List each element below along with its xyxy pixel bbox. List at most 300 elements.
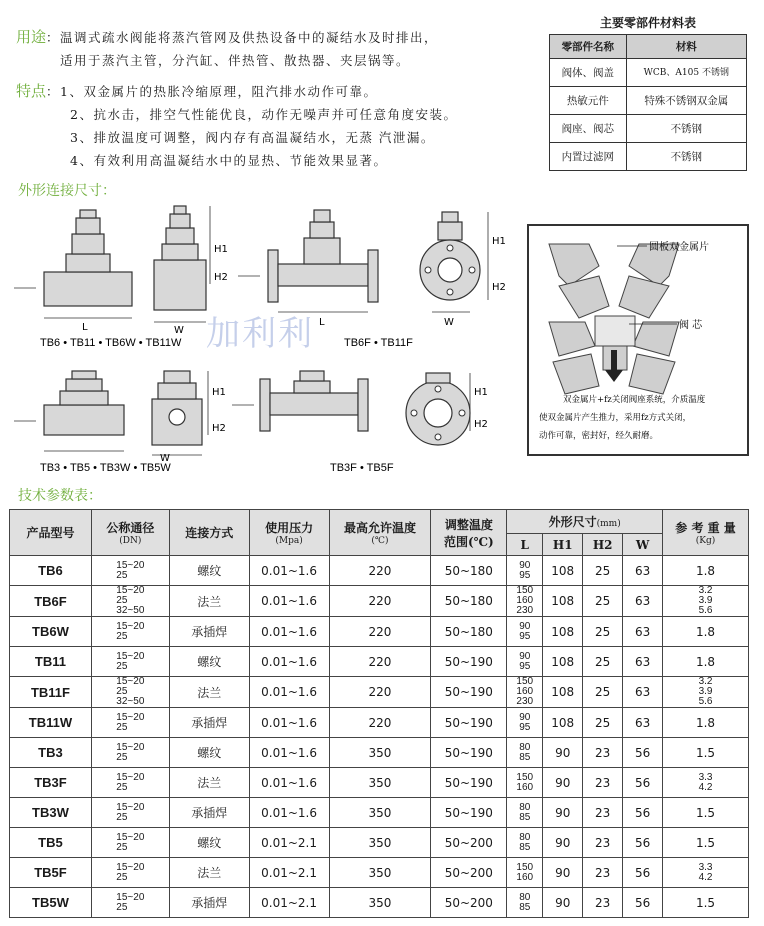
cell-L bbox=[507, 888, 543, 918]
cell-model: TB6 bbox=[10, 556, 92, 586]
cell-L bbox=[507, 798, 543, 828]
cell-adjust: 50~190 bbox=[431, 677, 507, 708]
cell-weight: 1.5 bbox=[663, 888, 749, 918]
dim-H2: H2 bbox=[492, 282, 506, 293]
cell-dn-line: 15~20 bbox=[116, 559, 145, 571]
cell-H2: 25 bbox=[583, 586, 623, 617]
cell-L-stack bbox=[519, 652, 530, 672]
table-row bbox=[10, 586, 749, 617]
cell-H1: 90 bbox=[543, 798, 583, 828]
table-row bbox=[10, 828, 749, 858]
table-row bbox=[10, 798, 749, 828]
cell-conn: 螺纹 bbox=[169, 828, 249, 858]
cell-adjust: 50~180 bbox=[431, 617, 507, 647]
usage-line-1: ：温调式疏水阀能将蒸汽管网及供热设备中的凝结水及时排出， bbox=[46, 30, 439, 45]
table-row bbox=[10, 677, 749, 708]
usage-label: 用途 bbox=[16, 28, 47, 46]
features-section bbox=[16, 80, 457, 173]
cell-weight-line: 4.2 bbox=[698, 871, 713, 883]
materials-part: 热敏元件 bbox=[550, 87, 627, 115]
cell-L bbox=[507, 647, 543, 677]
usage-section bbox=[16, 26, 438, 73]
header-weight-unit: (Kg) bbox=[695, 536, 716, 546]
cell-weight: 1.8 bbox=[663, 556, 749, 586]
cell-weight-line: 5.6 bbox=[698, 605, 713, 616]
header-adjust-label: 调整温度 bbox=[444, 517, 493, 532]
materials-value: WCB、A105 不锈钢 bbox=[626, 59, 746, 87]
cell-W: 56 bbox=[623, 768, 663, 798]
header-pressure-label: 使用压力 bbox=[265, 521, 314, 535]
cell-dn-stack bbox=[116, 773, 144, 793]
cell-temp: 350 bbox=[329, 858, 431, 888]
table-row bbox=[10, 768, 749, 798]
cell-pressure: 0.01~2.1 bbox=[249, 858, 329, 888]
cell-L-stack bbox=[519, 833, 530, 853]
cell-L bbox=[507, 768, 543, 798]
cell-W: 63 bbox=[623, 708, 663, 738]
cell-weight: 1.8 bbox=[663, 617, 749, 647]
cell-L-line: 95 bbox=[519, 569, 531, 581]
header-pressure bbox=[249, 510, 329, 556]
detail-caption-line-3: 动作可靠，密封好，经久耐磨。 bbox=[539, 431, 659, 441]
cell-dn-line: 15~20 bbox=[116, 711, 145, 723]
detail-caption-line-1: 双金属片+fz关闭阀座系统，介质温度 bbox=[563, 395, 706, 405]
cell-temp: 220 bbox=[329, 586, 431, 617]
cell-L-stack bbox=[519, 893, 530, 913]
header-weight bbox=[663, 510, 749, 556]
header-dn-label: 公称通径 bbox=[106, 521, 155, 535]
cell-dn-stack bbox=[116, 713, 144, 733]
cell-L-line: 90 bbox=[519, 620, 531, 632]
cell-W: 63 bbox=[623, 556, 663, 586]
dim-H1: H1 bbox=[212, 387, 226, 398]
cell-L bbox=[507, 858, 543, 888]
cell-dn-line: 25 bbox=[116, 781, 128, 793]
cell-conn: 法兰 bbox=[169, 858, 249, 888]
cell-L-stack bbox=[519, 743, 530, 763]
cell-weight-line: 3.2 bbox=[698, 676, 713, 687]
cell-H1: 108 bbox=[543, 556, 583, 586]
cell-dn-line: 25 bbox=[116, 569, 128, 581]
cell-dn bbox=[91, 768, 169, 798]
header-dn bbox=[91, 510, 169, 556]
materials-part: 阀座、阀芯 bbox=[550, 115, 627, 143]
header-dn-unit: (DN) bbox=[119, 536, 142, 546]
bimetal-detail-illustration bbox=[529, 226, 747, 454]
cell-dn-stack bbox=[116, 652, 144, 672]
cell-H2: 23 bbox=[583, 768, 623, 798]
cell-model: TB3F bbox=[10, 768, 92, 798]
header-W: W bbox=[623, 534, 663, 556]
cell-weight bbox=[663, 677, 749, 708]
cell-L-line: 160 bbox=[516, 686, 534, 697]
feature-line-3: 3、排放温度可调整，阀内存有高温凝结水，无蒸 汽泄漏。 bbox=[70, 130, 435, 145]
materials-value: 不锈钢 bbox=[626, 115, 746, 143]
cell-dn-line: 15~20 bbox=[116, 831, 145, 843]
cell-H2: 25 bbox=[583, 708, 623, 738]
cell-L bbox=[507, 828, 543, 858]
cell-L-line: 90 bbox=[519, 711, 531, 723]
dim-W: W bbox=[174, 325, 184, 336]
cell-dn bbox=[91, 647, 169, 677]
cell-dn-line: 32~50 bbox=[116, 696, 145, 707]
cell-model: TB6F bbox=[10, 586, 92, 617]
cell-dn-stack bbox=[116, 833, 144, 853]
materials-value: 不锈钢 bbox=[626, 143, 746, 171]
detail-box bbox=[527, 224, 749, 456]
cell-conn: 承插焊 bbox=[169, 617, 249, 647]
cell-dn-stack bbox=[116, 586, 144, 616]
features-label: 特点 bbox=[16, 82, 47, 100]
header-model: 产品型号 bbox=[10, 510, 92, 556]
cell-temp: 350 bbox=[329, 768, 431, 798]
dim-L: L bbox=[82, 322, 88, 333]
cell-weight bbox=[663, 768, 749, 798]
cell-H1: 90 bbox=[543, 828, 583, 858]
cell-W: 63 bbox=[623, 617, 663, 647]
cell-pressure: 0.01~1.6 bbox=[249, 677, 329, 708]
cell-L bbox=[507, 617, 543, 647]
cell-H1: 108 bbox=[543, 647, 583, 677]
cell-H2: 23 bbox=[583, 828, 623, 858]
cell-adjust: 50~190 bbox=[431, 708, 507, 738]
cell-L bbox=[507, 586, 543, 617]
cell-H1: 90 bbox=[543, 888, 583, 918]
cell-dn bbox=[91, 888, 169, 918]
cell-L-stack bbox=[519, 561, 530, 581]
dim-H2: H2 bbox=[212, 423, 226, 434]
cell-H1: 108 bbox=[543, 586, 583, 617]
cell-model: TB3 bbox=[10, 738, 92, 768]
cell-adjust: 50~190 bbox=[431, 768, 507, 798]
cell-dn-line: 15~20 bbox=[116, 801, 145, 813]
cell-pressure: 0.01~1.6 bbox=[249, 798, 329, 828]
cell-dn-line: 25 bbox=[116, 686, 128, 697]
cell-L-line: 160 bbox=[516, 595, 534, 606]
cell-W: 56 bbox=[623, 858, 663, 888]
cell-L bbox=[507, 556, 543, 586]
cell-weight: 1.8 bbox=[663, 708, 749, 738]
cell-L-line: 150 bbox=[516, 676, 534, 687]
header-size-unit: (mm) bbox=[596, 519, 621, 529]
cell-conn: 承插焊 bbox=[169, 888, 249, 918]
cell-weight bbox=[663, 586, 749, 617]
cell-dn-stack bbox=[116, 863, 144, 883]
cell-H1: 108 bbox=[543, 617, 583, 647]
cell-model: TB5W bbox=[10, 888, 92, 918]
cell-pressure: 0.01~2.1 bbox=[249, 888, 329, 918]
cell-L-line: 85 bbox=[519, 751, 531, 763]
cell-L-line: 90 bbox=[519, 650, 531, 662]
cell-L-stack bbox=[516, 863, 533, 883]
cell-dn-line: 15~20 bbox=[116, 891, 145, 903]
table-row bbox=[10, 708, 749, 738]
cell-weight-stack bbox=[699, 863, 713, 883]
cell-dn bbox=[91, 586, 169, 617]
cell-L-line: 95 bbox=[519, 660, 531, 672]
table-row bbox=[10, 647, 749, 677]
cell-temp: 220 bbox=[329, 556, 431, 586]
cell-H1: 108 bbox=[543, 677, 583, 708]
cell-weight-stack bbox=[699, 586, 713, 616]
header-temp bbox=[329, 510, 431, 556]
header-H2: H2 bbox=[583, 534, 623, 556]
cell-L-stack bbox=[516, 773, 533, 793]
cell-L-line: 85 bbox=[519, 841, 531, 853]
materials-header-part: 零部件名称 bbox=[550, 35, 627, 59]
cell-conn: 法兰 bbox=[169, 768, 249, 798]
cell-weight-line: 3.2 bbox=[698, 585, 713, 596]
cell-dn-line: 15~20 bbox=[116, 741, 145, 753]
cell-conn: 法兰 bbox=[169, 677, 249, 708]
cell-dn bbox=[91, 828, 169, 858]
cell-temp: 350 bbox=[329, 828, 431, 858]
cell-W: 63 bbox=[623, 586, 663, 617]
cell-dn bbox=[91, 556, 169, 586]
header-size-label: 外形尺寸 bbox=[548, 515, 597, 529]
cell-W: 56 bbox=[623, 888, 663, 918]
cell-adjust: 50~180 bbox=[431, 556, 507, 586]
cell-dn-line: 25 bbox=[116, 871, 128, 883]
cell-H2: 25 bbox=[583, 556, 623, 586]
cell-weight-line: 3.3 bbox=[698, 861, 713, 873]
header-conn: 连接方式 bbox=[169, 510, 249, 556]
cell-adjust: 50~200 bbox=[431, 858, 507, 888]
cell-dn-stack bbox=[116, 743, 144, 763]
header-weight-label: 参 考 重 量 bbox=[675, 521, 736, 535]
cell-H2: 25 bbox=[583, 677, 623, 708]
cell-H2: 23 bbox=[583, 888, 623, 918]
cell-conn: 法兰 bbox=[169, 586, 249, 617]
cell-L bbox=[507, 677, 543, 708]
table-row bbox=[10, 858, 749, 888]
table-row bbox=[10, 617, 749, 647]
header-adjust bbox=[431, 510, 507, 556]
valve-core-label: 阀 芯 bbox=[679, 320, 703, 331]
cell-W: 63 bbox=[623, 647, 663, 677]
cell-weight: 1.5 bbox=[663, 738, 749, 768]
cell-weight-stack bbox=[699, 773, 713, 793]
header-H1: H1 bbox=[543, 534, 583, 556]
cell-W: 56 bbox=[623, 828, 663, 858]
cell-W: 56 bbox=[623, 738, 663, 768]
cell-L-line: 95 bbox=[519, 630, 531, 642]
materials-header-material: 材料 bbox=[626, 35, 746, 59]
cell-H2: 23 bbox=[583, 798, 623, 828]
header-temp-unit: (℃) bbox=[371, 536, 389, 546]
cell-L-line: 80 bbox=[519, 741, 531, 753]
header-adjust-sub: 范围(℃) bbox=[443, 534, 494, 549]
cell-conn: 承插焊 bbox=[169, 798, 249, 828]
cell-pressure: 0.01~1.6 bbox=[249, 768, 329, 798]
cell-temp: 220 bbox=[329, 708, 431, 738]
cell-dn-line: 15~20 bbox=[116, 620, 145, 632]
cell-temp: 220 bbox=[329, 647, 431, 677]
cell-L-stack bbox=[516, 677, 533, 707]
cell-H1: 90 bbox=[543, 858, 583, 888]
cell-model: TB11 bbox=[10, 647, 92, 677]
cell-dn-line: 25 bbox=[116, 901, 128, 913]
header-L: L bbox=[507, 534, 543, 556]
cell-pressure: 0.01~1.6 bbox=[249, 647, 329, 677]
cell-weight-stack bbox=[699, 677, 713, 707]
cell-dn-line: 15~20 bbox=[116, 585, 145, 596]
cell-adjust: 50~200 bbox=[431, 888, 507, 918]
header-pressure-unit: (Mpa) bbox=[275, 536, 303, 546]
cell-pressure: 0.01~2.1 bbox=[249, 828, 329, 858]
dims-title: 外形连接尺寸： bbox=[18, 183, 116, 199]
dim-W: W bbox=[160, 453, 170, 464]
table-row bbox=[10, 556, 749, 586]
dim-H1: H1 bbox=[474, 387, 488, 398]
watermark: 加利利 bbox=[206, 314, 314, 354]
cell-dn-line: 25 bbox=[116, 841, 128, 853]
feature-line-4: 4、有效利用高温凝结水中的显热、节能效果显著。 bbox=[70, 153, 388, 168]
cell-model: TB5F bbox=[10, 858, 92, 888]
cell-L-line: 95 bbox=[519, 721, 531, 733]
cell-H2: 23 bbox=[583, 858, 623, 888]
cell-H1: 108 bbox=[543, 708, 583, 738]
cell-dn-line: 15~20 bbox=[116, 861, 145, 873]
cell-conn: 承插焊 bbox=[169, 708, 249, 738]
cell-dn-line: 25 bbox=[116, 811, 128, 823]
materials-title: 主要零部件材料表 bbox=[599, 16, 696, 30]
cell-L-line: 85 bbox=[519, 901, 531, 913]
table-row bbox=[10, 888, 749, 918]
cell-dn-stack bbox=[116, 677, 144, 707]
cell-L-stack bbox=[519, 713, 530, 733]
cell-dn bbox=[91, 708, 169, 738]
tech-params-table bbox=[9, 509, 749, 918]
cell-dn bbox=[91, 617, 169, 647]
cell-L-line: 90 bbox=[519, 559, 531, 571]
cell-conn: 螺纹 bbox=[169, 556, 249, 586]
cell-L bbox=[507, 708, 543, 738]
header-temp-label: 最高允许温度 bbox=[343, 521, 416, 535]
cell-weight: 1.5 bbox=[663, 828, 749, 858]
cell-L-line: 150 bbox=[516, 861, 534, 873]
cell-adjust: 50~200 bbox=[431, 828, 507, 858]
cell-dn-stack bbox=[116, 561, 144, 581]
cell-L-line: 230 bbox=[516, 696, 534, 707]
cell-W: 56 bbox=[623, 798, 663, 828]
cell-L bbox=[507, 738, 543, 768]
bimetal-disc-label: 圆板双金属片 bbox=[649, 242, 709, 253]
cell-temp: 220 bbox=[329, 677, 431, 708]
cell-L-line: 80 bbox=[519, 831, 531, 843]
cell-dn-line: 15~20 bbox=[116, 650, 145, 662]
cell-adjust: 50~190 bbox=[431, 798, 507, 828]
cell-weight-line: 3.9 bbox=[698, 686, 713, 697]
cell-temp: 350 bbox=[329, 888, 431, 918]
drawings-row-2 bbox=[14, 355, 524, 473]
cell-dn-line: 15~20 bbox=[116, 676, 145, 687]
dim-H1: H1 bbox=[492, 236, 506, 247]
cell-dn bbox=[91, 738, 169, 768]
cell-L-line: 160 bbox=[516, 781, 534, 793]
cell-L-line: 85 bbox=[519, 811, 531, 823]
cell-dn-line: 25 bbox=[116, 595, 128, 606]
table-row bbox=[10, 738, 749, 768]
cell-dn-stack bbox=[116, 803, 144, 823]
cell-model: TB3W bbox=[10, 798, 92, 828]
dim-H2: H2 bbox=[474, 419, 488, 430]
cell-adjust: 50~180 bbox=[431, 586, 507, 617]
cell-pressure: 0.01~1.6 bbox=[249, 556, 329, 586]
cell-L-line: 80 bbox=[519, 801, 531, 813]
tech-title: 技术参数表： bbox=[18, 488, 102, 504]
cell-weight: 1.8 bbox=[663, 647, 749, 677]
cell-H2: 25 bbox=[583, 617, 623, 647]
materials-value: 特殊不锈钢双金属 bbox=[626, 87, 746, 115]
cell-weight-line: 5.6 bbox=[698, 696, 713, 707]
cell-dn bbox=[91, 798, 169, 828]
cell-L-line: 230 bbox=[516, 605, 534, 616]
cell-temp: 220 bbox=[329, 617, 431, 647]
cell-dn-line: 15~20 bbox=[116, 771, 145, 783]
usage-line-2: 适用于蒸汽主管，分汽缸、伴热管、散热器、夹层锅等。 bbox=[60, 53, 411, 68]
cell-W: 63 bbox=[623, 677, 663, 708]
cell-dn-line: 25 bbox=[116, 660, 128, 672]
cell-conn: 螺纹 bbox=[169, 738, 249, 768]
cell-weight: 1.5 bbox=[663, 798, 749, 828]
cell-L-stack bbox=[516, 586, 533, 616]
cell-weight-line: 4.2 bbox=[698, 781, 713, 793]
cell-dn-line: 25 bbox=[116, 751, 128, 763]
cell-dn bbox=[91, 858, 169, 888]
cell-L-line: 150 bbox=[516, 585, 534, 596]
cell-weight bbox=[663, 858, 749, 888]
dim-H2: H2 bbox=[214, 272, 228, 283]
dim-W: W bbox=[444, 317, 454, 328]
dim-L: L bbox=[319, 317, 325, 328]
cell-model: TB6W bbox=[10, 617, 92, 647]
materials-part: 内置过滤网 bbox=[550, 143, 627, 171]
drawing-caption-4: TB3F • TB5F bbox=[330, 462, 394, 473]
cell-dn-line: 32~50 bbox=[116, 605, 145, 616]
cell-adjust: 50~190 bbox=[431, 738, 507, 768]
cell-L-stack bbox=[519, 803, 530, 823]
cell-adjust: 50~190 bbox=[431, 647, 507, 677]
cell-H1: 90 bbox=[543, 768, 583, 798]
cell-weight-line: 3.3 bbox=[698, 771, 713, 783]
cell-weight-line: 3.9 bbox=[698, 595, 713, 606]
cell-pressure: 0.01~1.6 bbox=[249, 738, 329, 768]
cell-L-stack bbox=[519, 622, 530, 642]
materials-table bbox=[549, 34, 747, 171]
cell-H2: 23 bbox=[583, 738, 623, 768]
cell-L-line: 80 bbox=[519, 891, 531, 903]
header-size bbox=[507, 510, 663, 534]
cell-temp: 350 bbox=[329, 798, 431, 828]
materials-part: 阀体、阀盖 bbox=[550, 59, 627, 87]
cell-dn bbox=[91, 677, 169, 708]
cell-dn-stack bbox=[116, 893, 144, 913]
detail-caption-line-2: 使双金属片产生推力，采用fz方式关闭， bbox=[539, 413, 692, 423]
cell-model: TB11W bbox=[10, 708, 92, 738]
cell-L-line: 160 bbox=[516, 871, 534, 883]
cell-dn-line: 25 bbox=[116, 630, 128, 642]
cell-pressure: 0.01~1.6 bbox=[249, 617, 329, 647]
cell-dn-line: 25 bbox=[116, 721, 128, 733]
cell-pressure: 0.01~1.6 bbox=[249, 586, 329, 617]
drawing-caption-3: TB3 • TB5 • TB3W • TB5W bbox=[40, 462, 171, 473]
dim-H1: H1 bbox=[214, 244, 228, 255]
feature-line-1: ：1、双金属片的热胀冷缩原理，阻汽排水动作可靠。 bbox=[46, 84, 378, 99]
cell-dn-stack bbox=[116, 622, 144, 642]
cell-model: TB5 bbox=[10, 828, 92, 858]
drawing-caption-2: TB6F • TB11F bbox=[344, 337, 413, 349]
